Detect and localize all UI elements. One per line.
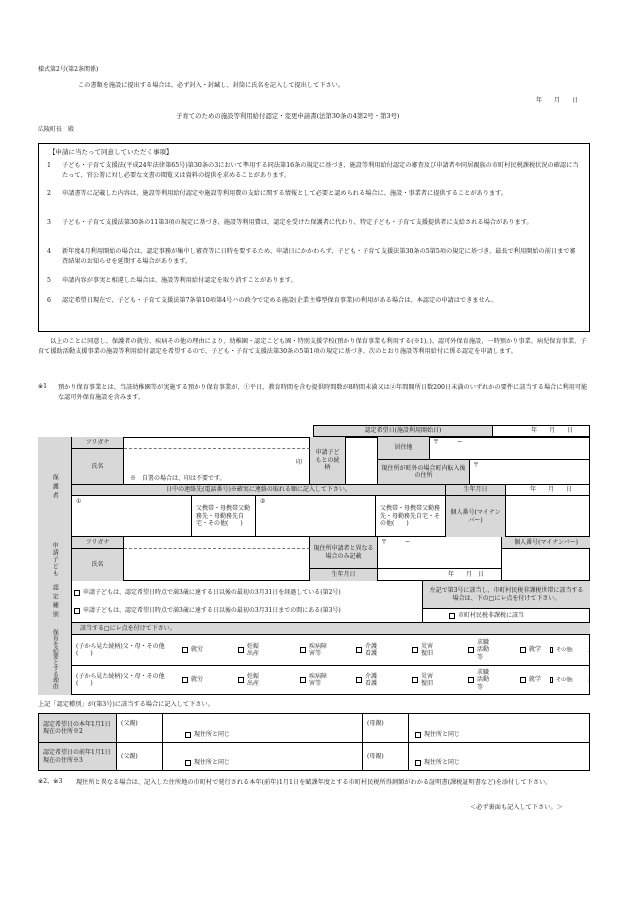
desired-date-input[interactable]: 年 月 日 [493,425,590,437]
notice-item: 4 新年度4月利用開始の場合は、認定事務が集中し審査等に日時を要するため、申請日にかかわらず、子ども・子育て支援法第30条の5第5項の規定に基づき、最長で利用開始の前日まで審査結果のお知らせを延期する場合があります。 [47,248,576,265]
mother-label: (母親) [363,743,409,770]
address-table [38,713,590,771]
reason-relation-2[interactable]: (子から見た続柄)父・母・その他( ) [76,672,165,687]
reason-relation-1[interactable]: (子から見た続柄)父・母・その他( ) [76,642,165,657]
child-name-label: 氏名 [72,549,124,581]
checkbox[interactable] [182,677,188,683]
outside-address-input[interactable]: 〒 [473,462,480,469]
cert-option-2[interactable]: 申請子どもは、認定希望日時点で満3歳に達する日以後の最初の3月31日を経過している(第2号) [74,587,414,599]
application-form [38,425,590,695]
checkbox[interactable] [468,647,474,653]
child-name-input[interactable] [124,549,310,581]
reason-option[interactable]: 災害復旧 [412,637,458,663]
reason-option[interactable]: 就学 [520,667,550,693]
guardian-label: 保護者 [38,437,72,537]
address-row1-label: 認定希望日の本年1月1日現在の住所※2 [39,714,117,743]
checkbox[interactable] [185,732,191,738]
guardian-name-label: 氏名 [72,449,124,484]
checkbox[interactable] [238,647,244,653]
cert-option-3[interactable]: 申請子どもは、認定希望日時点で満3歳に達する日以後の最初の3月31日までの間にある(第3号) [74,605,414,617]
checkbox[interactable] [550,647,553,653]
checkbox[interactable] [449,613,455,619]
reason-option[interactable]: 求職活動等 [468,637,518,663]
contact-1-input[interactable]: ① [72,496,192,537]
contact-2-input[interactable]: ② [256,496,376,537]
back-side-note: ＜必ず裏面も記入して下さい。＞ [470,804,563,811]
checkbox[interactable] [356,677,362,683]
notice-title: 【申請に当たって同意していただく事項】 [49,148,173,156]
child-label: 申請子ども [38,537,72,581]
relation-input[interactable] [346,437,378,484]
checkbox[interactable] [182,647,188,653]
checkbox[interactable] [415,732,421,738]
checkbox[interactable] [74,608,80,614]
notice-item: 5 申請内容が事実と相違した場合は、施設等利用給付認定を取り消すことがあります。 [47,277,297,284]
reason-option[interactable]: その他( ) [550,667,590,693]
checkbox[interactable] [520,647,526,653]
mother-label: (母親) [363,714,409,743]
checkbox[interactable] [74,590,80,596]
reason-option[interactable]: 介護看護 [356,637,402,663]
reason-option[interactable]: 疾病障害等 [300,637,350,663]
guardian-mynumber-label: 個人番号(マイナンバー) [446,496,506,537]
seal-mark: 印 [296,459,303,466]
mother-same-address-1[interactable]: 現住所と同じ [409,714,589,743]
desired-date-label: 認定希望日(施設利用開始日) [313,425,493,437]
outside-address-label: 現住所が町外の場合町内転入後の住所 [378,460,470,484]
guardian-furigana-label: フリガナ [72,437,124,449]
father-label: (父親) [117,743,163,770]
mother-same-address-2[interactable]: 現住所と同じ [409,743,589,770]
checkbox[interactable] [300,647,306,653]
child-address-label: 現住所申請者と異なる場合のみ記載 [310,537,378,569]
reason-option[interactable]: 求職活動等 [468,667,518,693]
divider [72,665,590,666]
notice-item: 6 認定希望日現在で、子ども・子育て支援法第7条第10項第4号ハの政令で定める施設(企業主導型保育事業)の利用がある場合は、本認定の申請はできません。 [47,297,498,304]
father-same-address-2[interactable]: 現住所と同じ [163,743,363,770]
checkbox[interactable] [412,647,418,653]
address-row2-label: 認定希望日の前年1月1日現在の住所※3 [39,743,117,770]
relation-label: 申請子どもとの続柄 [310,437,346,484]
child-dob-input[interactable]: 年 月 日 [378,569,502,581]
guardian-dob-input[interactable]: 年 月 日 [506,484,590,496]
father-label: (父親) [117,714,163,743]
contact-header: 日中の連絡先(電話番号)※確実に連絡の取れる順に記入して下さい。 [72,484,446,496]
reason-option[interactable]: その他( ) [550,637,590,663]
footnote: 現住所と異なる場合は、記入した住所地の市町村で発行される本年(前年)1月1日を賦課年度とする市町村民税所得割額がわかる証明書(課税証明書など)を添付して下さい。 [76,779,552,786]
addressee: 広陵町長 殿 [38,126,75,133]
reason-option[interactable]: 妊娠出産 [238,667,284,693]
note1-mark: ※1 [38,383,48,390]
notice-item: 1 子ども・子育て支援法(平成24年法律第65号)第30条の3において準用する同法第16条の規定に基づき、施設等利用給付認定の審査及び申請者や同居親族の市町村民税課税状況の確認に当たって、官公署に対し必要な文書の閲覧又は資料の提供を求めることがあります。 [47,162,579,179]
checkbox[interactable] [356,647,362,653]
reason-option[interactable]: 就学 [520,637,550,663]
checkbox[interactable] [300,677,306,683]
residence-input[interactable]: 〒 ー [430,437,590,460]
contact-2-type[interactable]: 父携帯・母携帯父勤務先・母勤務先自宅・その他( ) [376,496,446,537]
seal-note: ※ 自署の場合は、印は不要です。 [130,475,226,482]
page-title: 子育てのための施設等利用給付認定・変更申請書(法第30条の4第2号・第3号) [176,112,400,120]
cert-type-label: 認定種別 [38,581,72,623]
note1: 預かり保育事業とは、当該幼稚園等が実施する預かり保育事業が、①平日、教育時間を含む提供時間数が8時間未満又は②年間開所日数200日未満のいずれかの要件に該当する場合に利用可能な認可外保育施設を含みます。 [58,384,588,402]
child-furigana-label: フリガナ [72,537,124,549]
reason-option[interactable]: 就労 [182,637,222,663]
reason-option[interactable]: 就労 [182,667,222,693]
form-number: 様式第2号(第2条関係) [38,66,99,73]
father-same-address-1[interactable]: 現住所と同じ [163,714,363,743]
notice-item: 3 子ども・子育て支援法第30条の11第3項の規定に基づき、施設等利用費は、認定を受けた保護者に代わり、特定子ども・子育て支援提供者に支給される場合があります。 [47,219,533,226]
checkbox[interactable] [415,760,421,766]
reason-label: 保育を必要とする理由 [38,623,72,695]
notice-item: 2 申請書等に記載した内容は、施設等利用給付認定や施設等利用費の支給に関する情報として必要と認められる場合に、施設・事業者に提供することがあります。 [47,190,507,197]
consent-paragraph: 以上のことに同意し、保護者の就労、疾病その他の理由により、幼稚園・認定こども園・特別支援学校(預かり保育事業も利用する(※1)。)、認可外保育施設、一時預かり事業、病児保育事業、子育て援助活動支援事業の施設等利用給付認定を希望するので、子ども・子育て支援法第30条の5第1項の規定に基づき、次のとおり施設等利用給付に係る認定を申請します。 [38,338,587,356]
checkbox[interactable] [468,677,474,683]
checkbox[interactable] [550,677,553,683]
checkbox[interactable] [520,677,526,683]
guardian-furigana-input[interactable] [124,437,310,449]
reason-option[interactable]: 妊娠出産 [238,637,284,663]
reason-option[interactable]: 介護看護 [356,667,402,693]
guardian-mynumber-input[interactable] [506,496,590,537]
residence-label: 居住地 [378,437,430,460]
child-dob-label: 生年月日 [310,569,378,581]
reason-option[interactable]: 災害復旧 [412,667,458,693]
reason-option[interactable]: 疾病障害等 [300,667,350,693]
child-mynumber-input[interactable] [502,549,590,581]
tax-exempt-note: 左記で第3号に該当し、市町村民税非課税世帯に該当する場合は、下の□にレ点を付けて下さい。 [422,581,590,609]
checkbox[interactable] [238,677,244,683]
date-line: 年 月 日 [536,97,579,104]
child-mynumber-label: 個人番号(マイナンバー) [502,537,590,549]
contact-1-type[interactable]: 父携帯・母携帯父勤務先・母勤務先自宅・その他( ) [192,496,256,537]
checkbox[interactable] [412,677,418,683]
consent-notice-box [38,143,590,332]
address-caption: 上記「認定種別」が(第3号)に該当する場合に記入して下さい。 [38,701,214,708]
guardian-dob-label: 生年月日 [446,484,506,496]
footnote-mark: ※2、※3 [38,778,63,785]
reason-header: 該当する□にレ点を付けて下さい。 [72,623,590,635]
child-address-input[interactable]: 〒 ー [378,537,502,569]
child-furigana-input[interactable] [124,537,310,549]
checkbox[interactable] [185,760,191,766]
tax-exempt-check[interactable]: 市町村民税非課税に該当 [422,609,590,623]
instruction: この書類を施設に提出する場合は、必ず封入・封緘し、封筒に氏名を記入して提出して下さい。 [78,82,345,89]
